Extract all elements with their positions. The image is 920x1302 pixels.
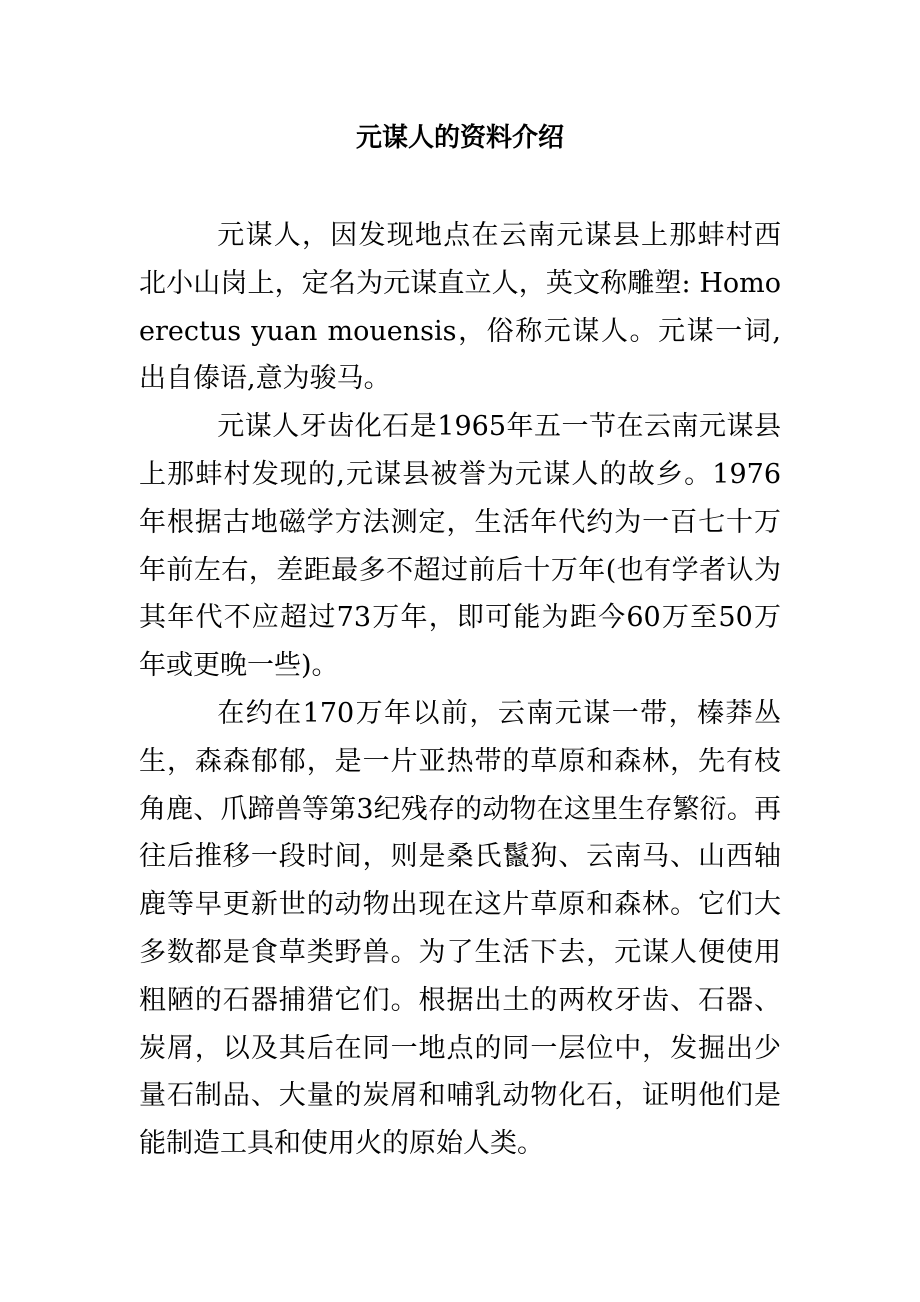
paragraph-2: 元谋人牙齿化石是1965年五一节在云南元谋县上那蚌村发现的,元谋县被誉为元谋人的故乡。1976年根据古地磁学方法测定，生活年代约为一百七十万年前左右，差距最多不超过前后十万年(也有学者认为其年代不应超过73万年，即可能为距今60万至50万年或更晚一些)。: [139, 411, 781, 682]
document-body: [139, 212, 781, 1168]
paragraph-3: 在约在170万年以前，云南元谋一带，榛莽丛生，森森郁郁，是一片亚热带的草原和森林，先有枝角鹿、爪蹄兽等第3纪残存的动物在这里生存繁衍。再往后推移一段时间，则是桑氏鬣狗、云南马、山西轴鹿等早更新世的动物出现在这片草原和森林。它们大多数都是食草类野兽。为了生活下去，元谋人便使用粗陋的石器捕猎它们。根据出土的两枚牙齿、石器、炭屑，以及其后在同一地点的同一层位中，发掘出少量石制品、大量的炭屑和哺乳动物化石，证明他们是能制造工具和使用火的原始人类。: [139, 697, 781, 1160]
document-title: 元谋人的资料介绍: [355, 123, 564, 153]
paragraph-1: 元谋人，因发现地点在云南元谋县上那蚌村西北小山岗上，定名为元谋直立人，英文称雕塑: Homo erectus yuan mouensis，俗称元谋人。元谋一词,出自傣语,意为骏马。: [139, 220, 781, 395]
